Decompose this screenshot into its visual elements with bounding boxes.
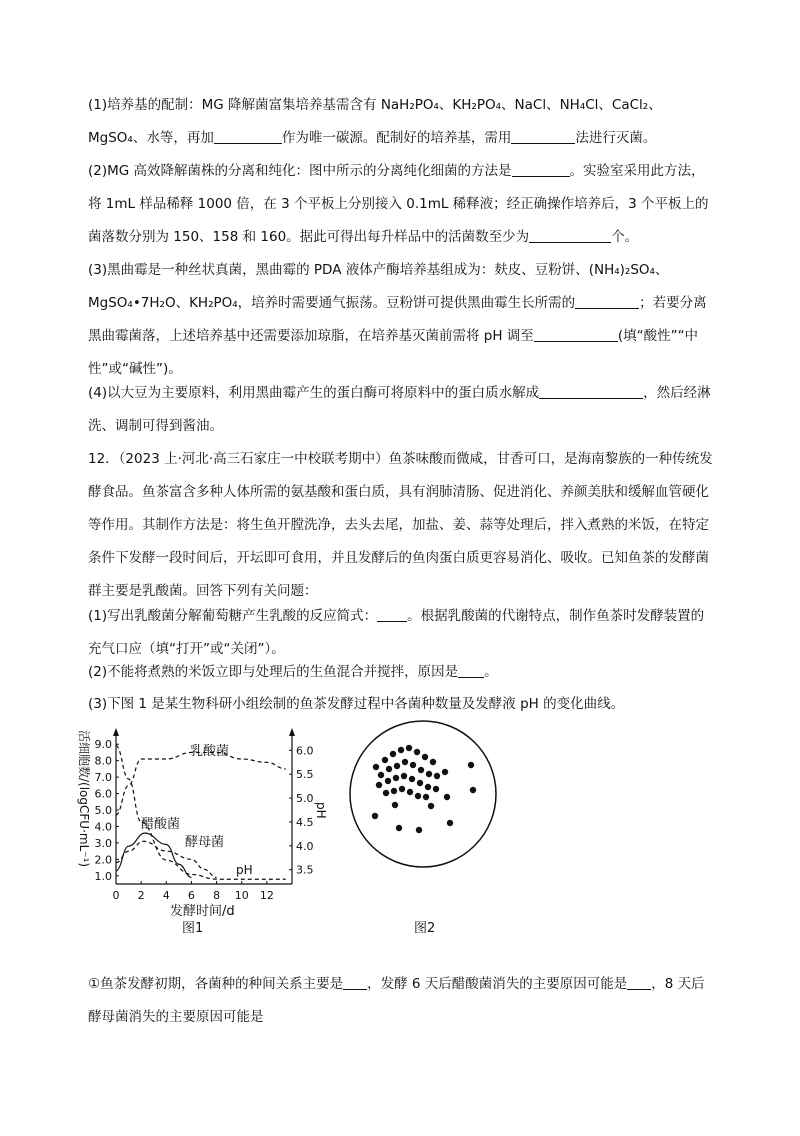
colony-dot xyxy=(376,782,382,788)
paragraph-3 xyxy=(88,254,713,386)
label-lactic: 乳酸菌 xyxy=(190,744,230,759)
figure-2-caption: 图2 xyxy=(414,921,436,936)
x-tick-label: 6 xyxy=(187,889,195,902)
colony-dot xyxy=(417,780,423,786)
paragraph-2 xyxy=(88,155,713,254)
colony-dot xyxy=(393,775,399,781)
colony-dot xyxy=(402,759,408,765)
left-tick-label: 9.0 xyxy=(94,738,112,752)
para2-text-b: 。实验室采用此方法，将 1mL 样品稀释 1000 倍，在 3 个平板上分别接入 0.1mL 稀释液；经正确操作培养后，3 个平板上的菌落数分别为 150、158 和 160。据此可得出每升样品中的活菌数至少为 xyxy=(88,163,709,245)
sub4-text-a: ①鱼茶发酵初期，各菌种的种间关系主要是 xyxy=(88,976,344,992)
series-line-lactic xyxy=(116,752,286,814)
colony-dot xyxy=(426,771,432,777)
right-tick-label: 4.0 xyxy=(296,839,314,853)
colony-dot xyxy=(386,766,392,772)
left-tick-label: 3.0 xyxy=(94,836,112,850)
left-axis-arrow xyxy=(113,728,119,736)
colony-dot xyxy=(468,762,474,768)
colony-dot xyxy=(442,769,448,775)
x-tick-label: 8 xyxy=(213,889,221,902)
para2-text-c: 个。 xyxy=(611,229,639,245)
left-tick-label: 4.0 xyxy=(94,820,112,834)
answer-blank xyxy=(512,162,570,177)
left-tick-label: 7.0 xyxy=(94,771,112,785)
answer-blank xyxy=(214,129,282,144)
colony-dot xyxy=(470,787,476,793)
sub-question-2 xyxy=(88,656,713,689)
left-tick-label: 1.0 xyxy=(94,869,112,883)
series-line-ph xyxy=(116,746,286,880)
colony-dot xyxy=(392,802,398,808)
figure-1 xyxy=(70,722,328,944)
right-tick-label: 5.5 xyxy=(296,768,314,782)
right-tick-label: 4.5 xyxy=(296,815,314,829)
colony-dot xyxy=(385,778,391,784)
right-axis-arrow xyxy=(289,728,295,736)
answer-blank xyxy=(529,228,611,243)
colony-dot xyxy=(383,790,389,796)
label-yeast: 酵母菌 xyxy=(185,835,225,850)
sub4-text-b: ，发酵 6 天后醋酸菌消失的主要原因可能是 xyxy=(367,976,628,992)
colony-dot xyxy=(396,825,402,831)
colony-dot xyxy=(378,772,384,778)
x-tick-label: 2 xyxy=(137,889,145,902)
left-tick-label: 5.0 xyxy=(94,804,112,817)
label-acetic: 醋酸菌 xyxy=(141,817,181,832)
colony-dot xyxy=(418,767,424,773)
right-tick-label: 5.0 xyxy=(296,792,314,806)
answer-blank xyxy=(458,663,484,678)
left-tick-label: 2.0 xyxy=(94,853,112,867)
left-tick-label: 8.0 xyxy=(94,754,112,768)
colony-dot xyxy=(434,773,440,779)
colony-dot xyxy=(447,820,453,826)
colony-dot xyxy=(414,749,420,755)
label-ph: pH xyxy=(236,863,253,877)
sub-question-3: (3)下图 1 是某生物科研小组绘制的鱼茶发酵过程中各菌种数量及发酵液 pH 的变化曲线。 xyxy=(88,696,625,712)
para3-text-b: ；若要分离黑曲霉菌落，上述培养基中还需要添加琼脂，在培养基灭菌前需将 pH 调至 xyxy=(88,295,707,344)
para1-text-a: (1)培养基的配制：MG 降解菌富集培养基需含有 NaH₂PO₄、KH₂PO₄、NaCl、NH₄Cl、CaCl₂、MgSO₄、水等，再加 xyxy=(88,97,662,146)
colony-dot xyxy=(391,788,397,794)
colony-dot xyxy=(399,786,405,792)
colony-dot xyxy=(394,763,400,769)
left-tick-label: 6.0 xyxy=(94,787,112,801)
colony-dot xyxy=(428,803,434,809)
colony-dot xyxy=(372,813,378,819)
x-tick-label: 12 xyxy=(259,889,274,902)
para3-text-c: (填“酸性”“中性”或“碱性”)。 xyxy=(88,328,699,377)
answer-blank xyxy=(539,384,643,399)
sub1-text-c: （填“打开”或“关闭”）。 xyxy=(142,641,285,657)
colony-dot xyxy=(373,764,379,770)
series-line-acetic xyxy=(116,833,191,877)
answer-blank xyxy=(343,975,367,990)
left-axis-label: 活细胞数/(logCFU·mL⁻¹) xyxy=(77,730,91,868)
answer-blank xyxy=(627,975,651,990)
para2-text-a: (2)MG 高效降解菌株的分离和纯化：图中所示的分离纯化细菌的方法是 xyxy=(88,163,512,179)
sub1-text-b: 。根据乳酸菌的代谢特点，制作鱼茶时发酵装置的充气口应 xyxy=(88,608,705,657)
sub4-text-c: ，8 天后酵母菌消失的主要原因可能是 xyxy=(88,976,705,1025)
sub1-text-a: (1)写出乳酸菌分解葡萄糖产生乳酸的反应简式： xyxy=(88,608,378,624)
colony-dot xyxy=(406,745,412,751)
colony-dot xyxy=(398,747,404,753)
colony-dot xyxy=(422,754,428,760)
answer-blank xyxy=(534,327,618,342)
colony-dot xyxy=(433,786,439,792)
figure-1-caption: 图1 xyxy=(182,921,204,936)
x-tick-label: 0 xyxy=(112,889,120,902)
right-axis-label: pH xyxy=(314,802,328,819)
colony-dot xyxy=(444,794,450,800)
right-tick-label: 3.5 xyxy=(296,863,314,877)
question-12: 12．（2023 上·河北·高三石家庄一中校联考期中）鱼茶味酸而微咸，甘香可口，是海南黎族的一种传统发酵食品。鱼茶富含多种人体所需的氨基酸和蛋白质，具有润肺清肠、促进消化、养颜美肤和缓解血管硬化等作用。其制作方法是：将生鱼开膛洗净，去头去尾，加盐、姜、蒜等处理后，拌入煮熟的米饭，在特定条件下发酵一段时间后，开坛即可食用，并且发酵后的鱼肉蛋白质更容易消化、吸收。已知鱼茶的发酵菌群主要是乳酸菌。回答下列有关问题： xyxy=(88,451,713,599)
paragraph-4 xyxy=(88,377,713,443)
petri-dish xyxy=(350,721,496,867)
figure-1-chart xyxy=(70,722,328,944)
answer-blank xyxy=(511,129,575,144)
paragraph-1 xyxy=(88,89,713,155)
colony-dot xyxy=(416,827,422,833)
sub-question-3-1 xyxy=(88,968,713,1034)
x-tick-label: 10 xyxy=(234,889,249,902)
colony-dot xyxy=(409,776,415,782)
para3-text-a: (3)黑曲霉是一种丝状真菌，黑曲霉的 PDA 液体产酶培养基组成为：麸皮、豆粉饼、(NH₄)₂SO₄、MgSO₄•7H₂O、KH₂PO₄，培养时需要通气振荡。豆粉饼可提供黑曲霉生长所需的 xyxy=(88,262,669,311)
colony-dot xyxy=(407,789,413,795)
x-axis-label: 发酵时间/d xyxy=(170,904,235,919)
colony-dot xyxy=(382,757,388,763)
sub2-text-b: 。 xyxy=(484,664,498,680)
colony-dot xyxy=(415,793,421,799)
colony-dot xyxy=(390,751,396,757)
answer-blank xyxy=(377,607,407,622)
para4-text-b: ，然后经淋洗、调制可得到酱油。 xyxy=(88,385,711,434)
colony-dot xyxy=(423,794,429,800)
para1-text-b: 作为唯一碳源。配制好的培养基，需用 xyxy=(281,130,512,146)
colony-dot xyxy=(430,759,436,765)
colony-dot xyxy=(410,762,416,768)
colony-dot xyxy=(401,773,407,779)
right-tick-label: 6.0 xyxy=(296,744,314,758)
x-tick-label: 4 xyxy=(162,889,170,902)
sub2-text-a: (2)不能将煮熟的米饭立即与处理后的生鱼混合并搅拌，原因是 xyxy=(88,664,459,680)
answer-blank xyxy=(575,294,639,309)
para1-text-c: 法进行灭菌。 xyxy=(575,130,657,146)
colony-dot xyxy=(425,784,431,790)
para4-text-a: (4)以大豆为主要原料，利用黑曲霉产生的蛋白酶可将原料中的蛋白质水解成 xyxy=(88,385,540,401)
